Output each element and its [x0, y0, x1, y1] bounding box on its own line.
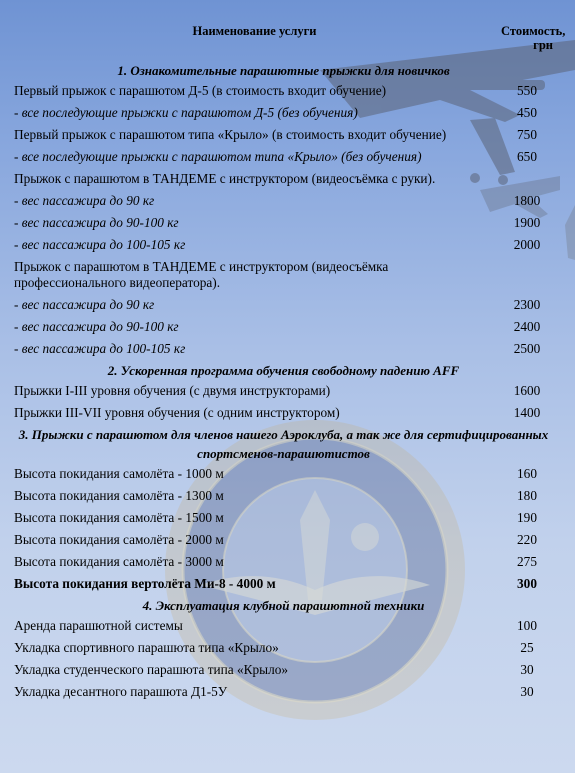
- service-price: 100: [517, 618, 537, 633]
- service-name: Укладка спортивного парашюта типа «Крыло»: [14, 640, 279, 655]
- table-row: [11, 463, 556, 485]
- service-name: Высота покидания самолёта - 1300 м: [14, 488, 224, 503]
- table-row: [11, 80, 556, 102]
- service-name: Высота покидания самолёта - 3000 м: [14, 554, 224, 569]
- section-heading: 1. Ознакомительные парашютные прыжки для новичков: [117, 63, 450, 78]
- header-price-line1: Стоимость,: [501, 24, 566, 38]
- table-row: [11, 507, 556, 529]
- table-row: [11, 380, 556, 402]
- service-name: Укладка десантного парашюта Д1-5У: [14, 684, 228, 699]
- header-price: [498, 24, 566, 60]
- table-row: [11, 168, 556, 190]
- header-price-line2: грн: [533, 38, 553, 52]
- price-table-body: [11, 60, 556, 703]
- service-name: Высота покидания самолёта - 1000 м: [14, 466, 224, 481]
- service-price: 1800: [513, 193, 541, 208]
- table-row: [11, 146, 556, 168]
- service-price: 1900: [513, 215, 541, 230]
- service-price: 2300: [513, 297, 541, 312]
- header-service-name: Наименование услуги: [192, 24, 317, 38]
- section-heading-row: [11, 424, 556, 463]
- service-name: Аренда парашютной системы: [14, 618, 183, 633]
- service-price: [498, 168, 556, 190]
- service-price: 550: [517, 83, 537, 98]
- service-price: 190: [517, 510, 537, 525]
- price-table: [11, 24, 566, 703]
- table-row: [11, 256, 556, 294]
- section-heading-row: [11, 360, 556, 380]
- service-price: [498, 256, 556, 294]
- service-name: Первый прыжок с парашютом типа «Крыло» (в стоимость входит обучение): [14, 127, 447, 142]
- service-price: 2500: [513, 341, 541, 356]
- service-name: Прыжок с парашютом в ТАНДЕМЕ с инструктором (видеосъёмка профессионального видеоператора).: [14, 259, 389, 290]
- section-heading: 3. Прыжки с парашютом для членов нашего Аэроклуба, а так же для сертифицированных спортсменов-парашютистов: [18, 427, 549, 461]
- service-price: 180: [517, 488, 537, 503]
- table-row: [11, 212, 556, 234]
- service-price: 750: [517, 127, 537, 142]
- service-price: 450: [517, 105, 537, 120]
- table-row: [11, 316, 556, 338]
- service-price: 220: [517, 532, 537, 547]
- table-row: [11, 234, 556, 256]
- table-row: [11, 485, 556, 507]
- table-header-row: [11, 24, 556, 60]
- table-row: [11, 659, 556, 681]
- section-heading-row: [11, 60, 556, 80]
- service-name: - все последующие прыжки с парашютом Д-5 (без обучения): [14, 105, 358, 120]
- table-row: [11, 529, 556, 551]
- service-price: 1400: [513, 405, 541, 420]
- service-name: - вес пассажира до 90-100 кг: [14, 319, 179, 334]
- service-name: Прыжок с парашютом в ТАНДЕМЕ с инструктором (видеосъёмка с руки).: [14, 171, 436, 186]
- service-price: 2400: [513, 319, 541, 334]
- section-heading-row: [11, 595, 556, 615]
- service-name: Прыжки III-VII уровня обучения (с одним инструктором): [14, 405, 340, 420]
- service-name: Высота покидания самолёта - 2000 м: [14, 532, 224, 547]
- service-price: 30: [520, 662, 534, 677]
- table-row: [11, 681, 556, 703]
- service-name: Прыжки I-III уровня обучения (с двумя инструкторами): [14, 383, 331, 398]
- table-row: [11, 294, 556, 316]
- table-row: [11, 338, 556, 360]
- service-name: - вес пассажира до 90 кг: [14, 193, 155, 208]
- service-name: Высота покидания вертолёта Ми-8 - 4000 м: [14, 576, 276, 591]
- table-row: [11, 551, 556, 573]
- service-price: 275: [517, 554, 537, 569]
- service-name: - вес пассажира до 100-105 кг: [14, 341, 186, 356]
- service-name: - вес пассажира до 90 кг: [14, 297, 155, 312]
- service-price: 30: [520, 684, 534, 699]
- table-row: [11, 190, 556, 212]
- service-name: - вес пассажира до 100-105 кг: [14, 237, 186, 252]
- service-name: Высота покидания самолёта - 1500 м: [14, 510, 224, 525]
- table-row: [11, 573, 556, 595]
- service-price: 1600: [513, 383, 541, 398]
- service-price: 160: [517, 466, 537, 481]
- service-name: Первый прыжок с парашютом Д-5 (в стоимость входит обучение): [14, 83, 387, 98]
- table-row: [11, 102, 556, 124]
- service-name: - вес пассажира до 90-100 кг: [14, 215, 179, 230]
- wing-fragment-icon: [565, 205, 575, 260]
- service-name: - все последующие прыжки с парашютом типа «Крыло» (без обучения): [14, 149, 422, 164]
- table-row: [11, 637, 556, 659]
- service-price: 2000: [513, 237, 541, 252]
- table-row: [11, 615, 556, 637]
- table-row: [11, 124, 556, 146]
- section-heading: 4. Эксплуатация клубной парашютной техники: [142, 598, 425, 613]
- service-price: 25: [520, 640, 534, 655]
- table-row: [11, 402, 556, 424]
- service-price: 650: [517, 149, 537, 164]
- service-price: 300: [517, 576, 537, 591]
- service-name: Укладка студенческого парашюта типа «Крыло»: [14, 662, 289, 677]
- section-heading: 2. Ускоренная программа обучения свободному падению AFF: [107, 363, 460, 378]
